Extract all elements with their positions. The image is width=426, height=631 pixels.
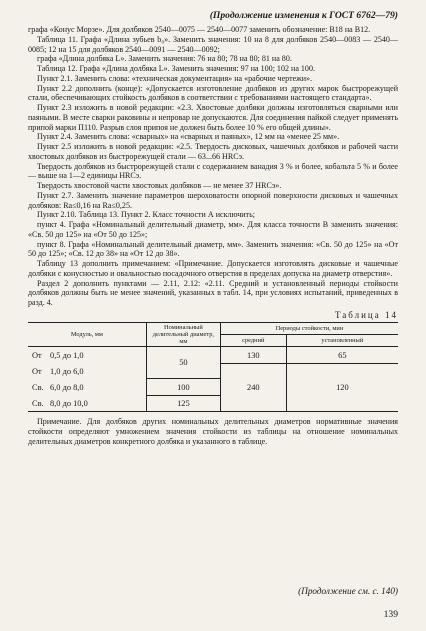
paragraph: Пункт 2.4. Заменить слова: «сварных» на «сварных и паяных», 12 мм на «менее 25 мм». xyxy=(37,132,340,142)
page-header: (Продолжение изменения к ГОСТ 6762—79) xyxy=(209,10,398,21)
set-cell: 120 xyxy=(286,363,398,412)
paragraph: Пункт 2.1. Заменить слова: «техническая документация» на «рабочие чертежи». xyxy=(37,73,313,83)
paragraph: графа «Конус Морзе». Для долбяков 2540—0075 — 2540—0077 заменить обозначение: B18 на B12. xyxy=(28,25,371,34)
paragraph: Пункт 2.10. Таблица 13. Пункт 2. Класс точности А исключить; xyxy=(37,210,255,220)
module-cell: От 1,0 до 6,0 xyxy=(32,366,84,376)
paragraph: Пункт 2.3 изложить в новой редакции: «2.3. Хвостовые долбяки должны изготовляться сварными или паяными. В месте сварки раковины и непровар не допускаются. Для соединения пайкой следует применять припой марки П110. Разрыв слоя припоя не должен быть более 10 % его общей длины». xyxy=(28,103,398,132)
table-row xyxy=(28,347,398,364)
header-diameter: Номинальный делительный диаметр, мм xyxy=(146,322,220,347)
header-module: Модуль, мм xyxy=(28,322,146,347)
paragraph: Раздел 2 дополнить пунктами — 2.11, 2.12: «2.11. Средний и установленный периоды стойкости долбяков должны быть не менее значений, указанных в табл. 14, при условиях испытаний, приведенных в разд. 4. xyxy=(28,278,398,307)
paragraph: Таблицу 13 дополнить примечанием: «Примечание. Допускается изготовлять дисковые и чашечные долбяки с конусностью и овальностью посадочного отверстия в пределах допуска на диаметр отверстия». xyxy=(28,259,398,278)
paragraph: Пункт 2.5 изложить в новой редакции: «2.5. Твердость дисковых, чашечных долбяков и рабочей части хвостовых долбяков из быстрорежущей стали — 63...66 HRCэ. xyxy=(28,142,398,161)
paragraph: Пункт 2.7. Заменить значение параметров шероховатости опорной поверхности дисковых и чашечных долбяков: Ra≤0,16 на Ra≤0,25. xyxy=(28,190,398,210)
body-text xyxy=(28,25,398,308)
diameter-cell: 125 xyxy=(146,395,220,412)
table-header-row xyxy=(28,322,398,334)
note-text: Примечание. Для долбяков других номинальных делительных диаметров нормативные значения стойкости определяют умножением значения стойкости из таблицы на отношение номинальных делительных диаметров конкретного долбяка и указанного в таблице. xyxy=(28,417,398,446)
table-note xyxy=(28,417,398,446)
header-set: установленный xyxy=(286,335,398,347)
module-cell: От 0,5 до 1,0 xyxy=(32,350,84,360)
mean-cell: 240 xyxy=(220,363,286,412)
header-mean: средний xyxy=(220,335,286,347)
continuation-note: (Продолжение см. с. 140) xyxy=(298,586,398,596)
paragraph: Твердость долбяков из быстрорежущей стали с содержанием ванадия 3 % и более, кобальта 5 % и более — выше на 1—2 единицы HRCэ. xyxy=(28,161,398,181)
paragraph: графа «Длина долбяка L». Заменить значения: 76 на 80; 78 на 80; 81 на 80. xyxy=(37,54,292,64)
set-cell: 65 xyxy=(286,347,398,364)
paragraph: Пункт 2.2 дополнить (конце): «Допускается изготовление долбяков из других марок быстрорежущей стали, обеспечивающих стойкость долбяков в соответствии с требованиями настоящего стандарта». xyxy=(28,83,398,103)
paragraph: пункт 4. Графа «Номинальный делительный диаметр, мм». Для класса точности В заменить значения: «Св. 50 до 125» на «От 50 до 125»; xyxy=(28,220,398,239)
page-number: 139 xyxy=(383,609,398,620)
header-periods: Периоды стойкости, мин xyxy=(220,322,398,334)
paragraph: Твердость хвостовой части хвостовых долбяков — не менее 37 HRCэ». xyxy=(37,181,282,190)
paragraph: Таблица 11. Графа «Длина зубьев b₀». Заменить значения: 10 на 8 для долбяков 2540—0083 — 2540—0085; 12 на 15 для долбяков 2540—0091 — 2540—0092; xyxy=(28,34,398,54)
durability-table xyxy=(28,322,398,413)
mean-cell: 130 xyxy=(220,347,286,364)
paragraph: пункт 8. Графа «Номинальный делительный диаметр, мм». Заменить значения: «Св. 50 до 125» на «От 50 до 125»; «Св. 12 до 38» на «От 12 до 38». xyxy=(28,239,398,259)
table-caption: Таблица 14 xyxy=(335,309,398,320)
paragraph: Таблица 12. Графа «Длина долбяка L». Заменить значения: 97 на 100; 102 на 100. xyxy=(37,64,315,73)
module-cell: Св. 6,0 до 8,0 xyxy=(32,382,84,392)
diameter-cell: 50 xyxy=(146,347,220,379)
module-cell: Св. 8,0 до 10,0 xyxy=(28,395,146,412)
diameter-cell: 100 xyxy=(146,379,220,396)
